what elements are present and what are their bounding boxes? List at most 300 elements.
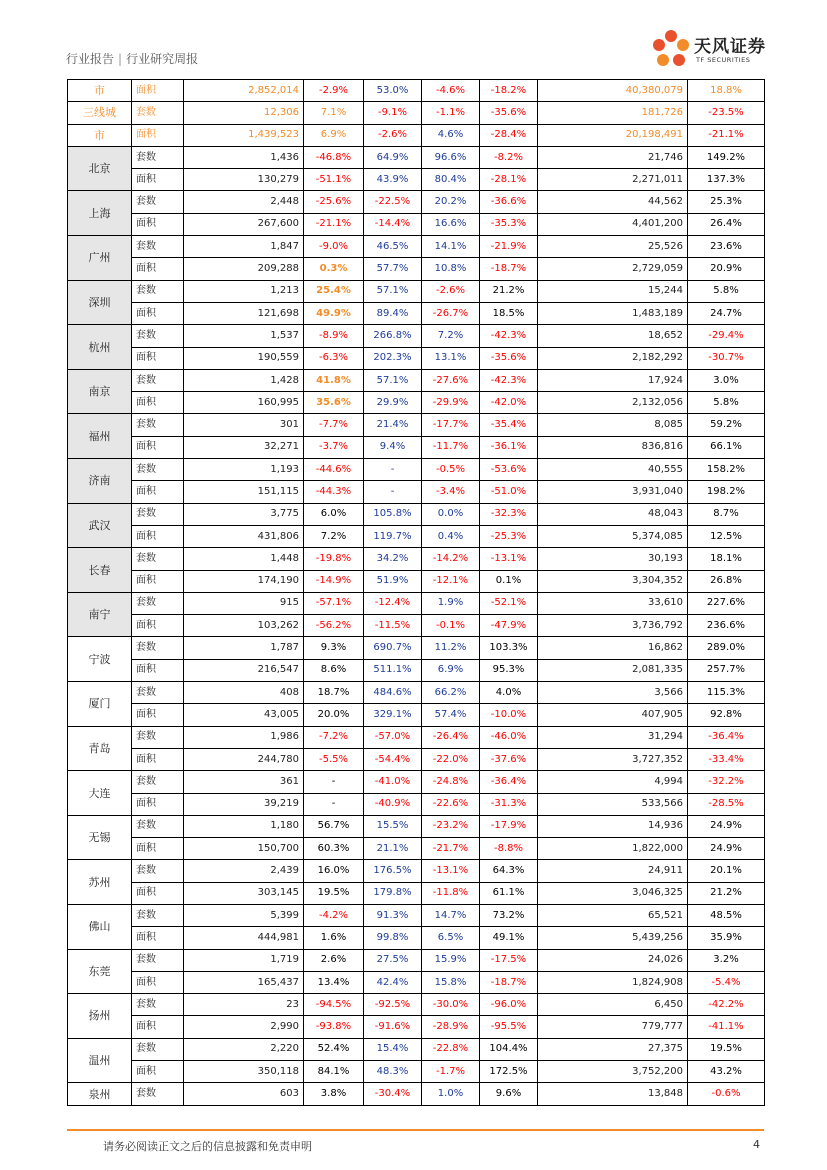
- table-row: [68, 102, 765, 124]
- value-cell: 80.4%: [422, 169, 480, 191]
- value-cell: 6,450: [538, 994, 688, 1016]
- value-cell: -37.6%: [480, 748, 538, 770]
- table-row: [68, 347, 765, 369]
- value-cell: -8.9%: [304, 325, 364, 347]
- value-cell: 9.4%: [364, 436, 422, 458]
- value-cell: -3.4%: [422, 481, 480, 503]
- value-cell: 57.1%: [364, 369, 422, 391]
- metric-type-cell: 面积: [132, 659, 184, 681]
- value-cell: -47.9%: [480, 615, 538, 637]
- metric-type-cell: 套数: [132, 102, 184, 124]
- value-cell: -18.7%: [480, 258, 538, 280]
- value-cell: 66.1%: [688, 436, 765, 458]
- metric-type-cell: 套数: [132, 236, 184, 258]
- value-cell: 2,448: [184, 191, 304, 213]
- value-cell: -54.4%: [364, 748, 422, 770]
- value-cell: 33,610: [538, 592, 688, 614]
- value-cell: -29.9%: [422, 392, 480, 414]
- value-cell: 48.3%: [364, 1061, 422, 1083]
- city-cell: 杭州: [68, 325, 132, 370]
- table-row: [68, 637, 765, 659]
- value-cell: 64.3%: [480, 860, 538, 882]
- city-cell: 市: [68, 80, 132, 102]
- value-cell: -18.7%: [480, 971, 538, 993]
- value-cell: 1,193: [184, 459, 304, 481]
- metric-type-cell: 面积: [132, 1016, 184, 1038]
- value-cell: -22.0%: [422, 748, 480, 770]
- value-cell: -22.6%: [422, 793, 480, 815]
- city-cell: 南宁: [68, 592, 132, 637]
- value-cell: 43.2%: [688, 1061, 765, 1083]
- value-cell: 6.9%: [422, 659, 480, 681]
- value-cell: -12.4%: [364, 592, 422, 614]
- city-cell: 厦门: [68, 682, 132, 727]
- value-cell: 89.4%: [364, 302, 422, 324]
- value-cell: 361: [184, 771, 304, 793]
- city-cell: 大连: [68, 771, 132, 816]
- value-cell: -22.8%: [422, 1038, 480, 1060]
- value-cell: 26.4%: [688, 213, 765, 235]
- value-cell: 408: [184, 682, 304, 704]
- table-row: [68, 414, 765, 436]
- metric-type-cell: 面积: [132, 882, 184, 904]
- value-cell: 130,279: [184, 169, 304, 191]
- footer-disclaimer: 请务必阅读正文之后的信息披露和免责申明: [103, 1140, 312, 1153]
- value-cell: 17,924: [538, 369, 688, 391]
- table-row: [68, 302, 765, 324]
- metric-type-cell: 套数: [132, 815, 184, 837]
- value-cell: 2,182,292: [538, 347, 688, 369]
- value-cell: -5.4%: [688, 971, 765, 993]
- value-cell: 198.2%: [688, 481, 765, 503]
- value-cell: 603: [184, 1083, 304, 1105]
- value-cell: 3.0%: [688, 369, 765, 391]
- value-cell: -22.5%: [364, 191, 422, 213]
- value-cell: -17.5%: [480, 949, 538, 971]
- table-row: [68, 258, 765, 280]
- table-row: [68, 592, 765, 614]
- value-cell: 444,981: [184, 927, 304, 949]
- value-cell: 4.0%: [480, 682, 538, 704]
- metric-type-cell: 面积: [132, 124, 184, 146]
- metric-type-cell: 套数: [132, 459, 184, 481]
- value-cell: 1.9%: [422, 592, 480, 614]
- value-cell: 1,824,908: [538, 971, 688, 993]
- value-cell: 24,026: [538, 949, 688, 971]
- value-cell: 5.8%: [688, 280, 765, 302]
- value-cell: -31.3%: [480, 793, 538, 815]
- value-cell: -30.4%: [364, 1083, 422, 1105]
- metric-type-cell: 套数: [132, 949, 184, 971]
- value-cell: 209,288: [184, 258, 304, 280]
- metric-type-cell: 面积: [132, 392, 184, 414]
- value-cell: 24.9%: [688, 815, 765, 837]
- table-row: [68, 548, 765, 570]
- value-cell: -26.7%: [422, 302, 480, 324]
- value-cell: -21.1%: [304, 213, 364, 235]
- value-cell: 57.1%: [364, 280, 422, 302]
- metric-type-cell: 套数: [132, 548, 184, 570]
- value-cell: 19.5%: [304, 882, 364, 904]
- metric-type-cell: 面积: [132, 169, 184, 191]
- value-cell: -4.2%: [304, 904, 364, 926]
- value-cell: 7.1%: [304, 102, 364, 124]
- value-cell: -41.0%: [364, 771, 422, 793]
- value-cell: 40,555: [538, 459, 688, 481]
- table-row: [68, 325, 765, 347]
- metric-type-cell: 套数: [132, 771, 184, 793]
- value-cell: 160,995: [184, 392, 304, 414]
- value-cell: 1,847: [184, 236, 304, 258]
- metric-type-cell: 面积: [132, 615, 184, 637]
- value-cell: 289.0%: [688, 637, 765, 659]
- metric-type-cell: 套数: [132, 414, 184, 436]
- value-cell: 3.8%: [304, 1083, 364, 1105]
- city-cell: 济南: [68, 459, 132, 504]
- city-cell: 青岛: [68, 726, 132, 771]
- value-cell: -42.2%: [688, 994, 765, 1016]
- value-cell: -51.1%: [304, 169, 364, 191]
- value-cell: -: [364, 459, 422, 481]
- table-row: [68, 994, 765, 1016]
- value-cell: 7.2%: [422, 325, 480, 347]
- city-cell: 深圳: [68, 280, 132, 325]
- value-cell: 40,380,079: [538, 80, 688, 102]
- value-cell: 15.4%: [364, 1038, 422, 1060]
- table-row: [68, 570, 765, 592]
- value-cell: 174,190: [184, 570, 304, 592]
- table-row: [68, 1061, 765, 1083]
- value-cell: 158.2%: [688, 459, 765, 481]
- value-cell: 16.6%: [422, 213, 480, 235]
- table-row: [68, 1016, 765, 1038]
- value-cell: 4.6%: [422, 124, 480, 146]
- value-cell: 8.7%: [688, 503, 765, 525]
- value-cell: 4,401,200: [538, 213, 688, 235]
- table-row: [68, 146, 765, 168]
- value-cell: -95.5%: [480, 1016, 538, 1038]
- value-cell: 119.7%: [364, 525, 422, 547]
- value-cell: 57.4%: [422, 704, 480, 726]
- value-cell: -30.0%: [422, 994, 480, 1016]
- value-cell: 12.5%: [688, 525, 765, 547]
- value-cell: -26.4%: [422, 726, 480, 748]
- value-cell: -35.6%: [480, 102, 538, 124]
- value-cell: -94.5%: [304, 994, 364, 1016]
- value-cell: -53.6%: [480, 459, 538, 481]
- logo-flower-icon: [650, 28, 692, 70]
- metric-type-cell: 面积: [132, 704, 184, 726]
- value-cell: 181,726: [538, 102, 688, 124]
- metric-type-cell: 面积: [132, 525, 184, 547]
- value-cell: -6.3%: [304, 347, 364, 369]
- value-cell: -5.5%: [304, 748, 364, 770]
- value-cell: 16.0%: [304, 860, 364, 882]
- value-cell: 35.6%: [304, 392, 364, 414]
- value-cell: 21.2%: [688, 882, 765, 904]
- value-cell: 3,775: [184, 503, 304, 525]
- value-cell: 95.3%: [480, 659, 538, 681]
- city-cell: 扬州: [68, 994, 132, 1039]
- value-cell: 0.3%: [304, 258, 364, 280]
- value-cell: 151,115: [184, 481, 304, 503]
- value-cell: 3,727,352: [538, 748, 688, 770]
- value-cell: -42.3%: [480, 325, 538, 347]
- value-cell: -28.9%: [422, 1016, 480, 1038]
- value-cell: 1,180: [184, 815, 304, 837]
- value-cell: -2.9%: [304, 80, 364, 102]
- metric-type-cell: 面积: [132, 347, 184, 369]
- value-cell: 150,700: [184, 838, 304, 860]
- table-row: [68, 80, 765, 102]
- city-cell: 武汉: [68, 503, 132, 548]
- value-cell: -7.2%: [304, 726, 364, 748]
- value-cell: -25.6%: [304, 191, 364, 213]
- value-cell: 53.0%: [364, 80, 422, 102]
- value-cell: 10.8%: [422, 258, 480, 280]
- header-report-type: 行业报告: [66, 52, 115, 66]
- value-cell: 29.9%: [364, 392, 422, 414]
- value-cell: -28.5%: [688, 793, 765, 815]
- value-cell: 99.8%: [364, 927, 422, 949]
- value-cell: -2.6%: [422, 280, 480, 302]
- header-separator: |: [118, 52, 123, 66]
- value-cell: 5,374,085: [538, 525, 688, 547]
- value-cell: 15.9%: [422, 949, 480, 971]
- value-cell: 57.7%: [364, 258, 422, 280]
- value-cell: -35.6%: [480, 347, 538, 369]
- table-row: [68, 459, 765, 481]
- city-cell: 市: [68, 124, 132, 146]
- city-cell: 东莞: [68, 949, 132, 994]
- value-cell: -: [304, 793, 364, 815]
- value-cell: -29.4%: [688, 325, 765, 347]
- value-cell: 3.2%: [688, 949, 765, 971]
- value-cell: 8,085: [538, 414, 688, 436]
- value-cell: -8.8%: [480, 838, 538, 860]
- metric-type-cell: 面积: [132, 258, 184, 280]
- value-cell: 20.2%: [422, 191, 480, 213]
- city-cell: 广州: [68, 236, 132, 281]
- value-cell: -13.1%: [480, 548, 538, 570]
- value-cell: -51.0%: [480, 481, 538, 503]
- value-cell: 14.1%: [422, 236, 480, 258]
- table-row: [68, 682, 765, 704]
- value-cell: 4,994: [538, 771, 688, 793]
- value-cell: 11.2%: [422, 637, 480, 659]
- value-cell: 26.8%: [688, 570, 765, 592]
- value-cell: 1,439,523: [184, 124, 304, 146]
- value-cell: 60.3%: [304, 838, 364, 860]
- value-cell: 7.2%: [304, 525, 364, 547]
- metric-type-cell: 套数: [132, 503, 184, 525]
- value-cell: -3.7%: [304, 436, 364, 458]
- value-cell: 172.5%: [480, 1061, 538, 1083]
- metric-type-cell: 面积: [132, 80, 184, 102]
- value-cell: -14.2%: [422, 548, 480, 570]
- value-cell: 27.5%: [364, 949, 422, 971]
- value-cell: -52.1%: [480, 592, 538, 614]
- value-cell: 5,399: [184, 904, 304, 926]
- value-cell: -56.2%: [304, 615, 364, 637]
- value-cell: 2,132,056: [538, 392, 688, 414]
- value-cell: 533,566: [538, 793, 688, 815]
- value-cell: 18.1%: [688, 548, 765, 570]
- value-cell: -35.3%: [480, 213, 538, 235]
- value-cell: -42.0%: [480, 392, 538, 414]
- value-cell: 779,777: [538, 1016, 688, 1038]
- value-cell: -40.9%: [364, 793, 422, 815]
- value-cell: 103,262: [184, 615, 304, 637]
- value-cell: 91.3%: [364, 904, 422, 926]
- value-cell: -2.6%: [364, 124, 422, 146]
- metric-type-cell: 面积: [132, 971, 184, 993]
- footer-divider: [67, 1129, 764, 1131]
- value-cell: 5.8%: [688, 392, 765, 414]
- value-cell: 350,118: [184, 1061, 304, 1083]
- value-cell: 16,862: [538, 637, 688, 659]
- value-cell: -41.1%: [688, 1016, 765, 1038]
- value-cell: -46.8%: [304, 146, 364, 168]
- value-cell: -57.0%: [364, 726, 422, 748]
- value-cell: 21,746: [538, 146, 688, 168]
- value-cell: -: [304, 771, 364, 793]
- value-cell: 0.4%: [422, 525, 480, 547]
- value-cell: -0.1%: [422, 615, 480, 637]
- value-cell: 6.5%: [422, 927, 480, 949]
- value-cell: -8.2%: [480, 146, 538, 168]
- value-cell: 96.6%: [422, 146, 480, 168]
- value-cell: -35.4%: [480, 414, 538, 436]
- value-cell: -24.8%: [422, 771, 480, 793]
- value-cell: 18.7%: [304, 682, 364, 704]
- value-cell: 15.8%: [422, 971, 480, 993]
- city-cell: 三线城: [68, 102, 132, 124]
- table-row: [68, 904, 765, 926]
- value-cell: 23: [184, 994, 304, 1016]
- value-cell: 13,848: [538, 1083, 688, 1105]
- value-cell: 2,439: [184, 860, 304, 882]
- value-cell: 1,448: [184, 548, 304, 570]
- value-cell: 2,990: [184, 1016, 304, 1038]
- value-cell: -42.3%: [480, 369, 538, 391]
- value-cell: -17.9%: [480, 815, 538, 837]
- value-cell: 24,911: [538, 860, 688, 882]
- value-cell: 48.5%: [688, 904, 765, 926]
- value-cell: -10.0%: [480, 704, 538, 726]
- value-cell: -14.4%: [364, 213, 422, 235]
- metric-type-cell: 套数: [132, 994, 184, 1016]
- value-cell: 301: [184, 414, 304, 436]
- value-cell: 121,698: [184, 302, 304, 324]
- metric-type-cell: 套数: [132, 369, 184, 391]
- city-cell: 南京: [68, 369, 132, 414]
- value-cell: 20,198,491: [538, 124, 688, 146]
- table-row: [68, 860, 765, 882]
- value-cell: -: [364, 481, 422, 503]
- value-cell: 64.9%: [364, 146, 422, 168]
- value-cell: -18.2%: [480, 80, 538, 102]
- table-row: [68, 838, 765, 860]
- table-row: [68, 436, 765, 458]
- value-cell: 1,822,000: [538, 838, 688, 860]
- value-cell: 915: [184, 592, 304, 614]
- value-cell: -23.2%: [422, 815, 480, 837]
- value-cell: 46.5%: [364, 236, 422, 258]
- metric-type-cell: 套数: [132, 637, 184, 659]
- value-cell: 1,428: [184, 369, 304, 391]
- value-cell: 18,652: [538, 325, 688, 347]
- value-cell: 14.7%: [422, 904, 480, 926]
- city-cell: 苏州: [68, 860, 132, 905]
- table-row: [68, 927, 765, 949]
- value-cell: -36.1%: [480, 436, 538, 458]
- table-row: [68, 726, 765, 748]
- value-cell: 1.6%: [304, 927, 364, 949]
- value-cell: -13.1%: [422, 860, 480, 882]
- table-row: [68, 169, 765, 191]
- table-row: [68, 369, 765, 391]
- table-row: [68, 392, 765, 414]
- value-cell: 20.1%: [688, 860, 765, 882]
- value-cell: 20.9%: [688, 258, 765, 280]
- value-cell: 329.1%: [364, 704, 422, 726]
- value-cell: 690.7%: [364, 637, 422, 659]
- value-cell: -36.4%: [688, 726, 765, 748]
- metric-type-cell: 面积: [132, 570, 184, 592]
- logo-subtitle: TF SECURITIES: [696, 56, 751, 64]
- value-cell: 202.3%: [364, 347, 422, 369]
- city-cell: 泉州: [68, 1083, 132, 1105]
- value-cell: 1.0%: [422, 1083, 480, 1105]
- value-cell: 25.3%: [688, 191, 765, 213]
- value-cell: 19.5%: [688, 1038, 765, 1060]
- logo-name: 天风证券: [694, 37, 766, 57]
- value-cell: 1,719: [184, 949, 304, 971]
- value-cell: -19.8%: [304, 548, 364, 570]
- value-cell: 27,375: [538, 1038, 688, 1060]
- value-cell: -7.7%: [304, 414, 364, 436]
- value-cell: 3,304,352: [538, 570, 688, 592]
- company-logo: [650, 28, 780, 72]
- value-cell: 105.8%: [364, 503, 422, 525]
- value-cell: 49.9%: [304, 302, 364, 324]
- value-cell: -32.2%: [688, 771, 765, 793]
- value-cell: 1,213: [184, 280, 304, 302]
- value-cell: 2,220: [184, 1038, 304, 1060]
- value-cell: 15.5%: [364, 815, 422, 837]
- value-cell: 1,436: [184, 146, 304, 168]
- value-cell: -11.7%: [422, 436, 480, 458]
- table-body: [68, 80, 765, 1106]
- table-row: [68, 949, 765, 971]
- value-cell: 216,547: [184, 659, 304, 681]
- value-cell: -4.6%: [422, 80, 480, 102]
- table-row: [68, 525, 765, 547]
- value-cell: 25,526: [538, 236, 688, 258]
- city-cell: 长春: [68, 548, 132, 593]
- value-cell: 59.2%: [688, 414, 765, 436]
- page-header: [0, 0, 827, 80]
- value-cell: 103.3%: [480, 637, 538, 659]
- value-cell: 6.9%: [304, 124, 364, 146]
- table-row: [68, 1038, 765, 1060]
- value-cell: -93.8%: [304, 1016, 364, 1038]
- value-cell: 32,271: [184, 436, 304, 458]
- value-cell: 21.2%: [480, 280, 538, 302]
- city-cell: 北京: [68, 146, 132, 191]
- metric-type-cell: 套数: [132, 191, 184, 213]
